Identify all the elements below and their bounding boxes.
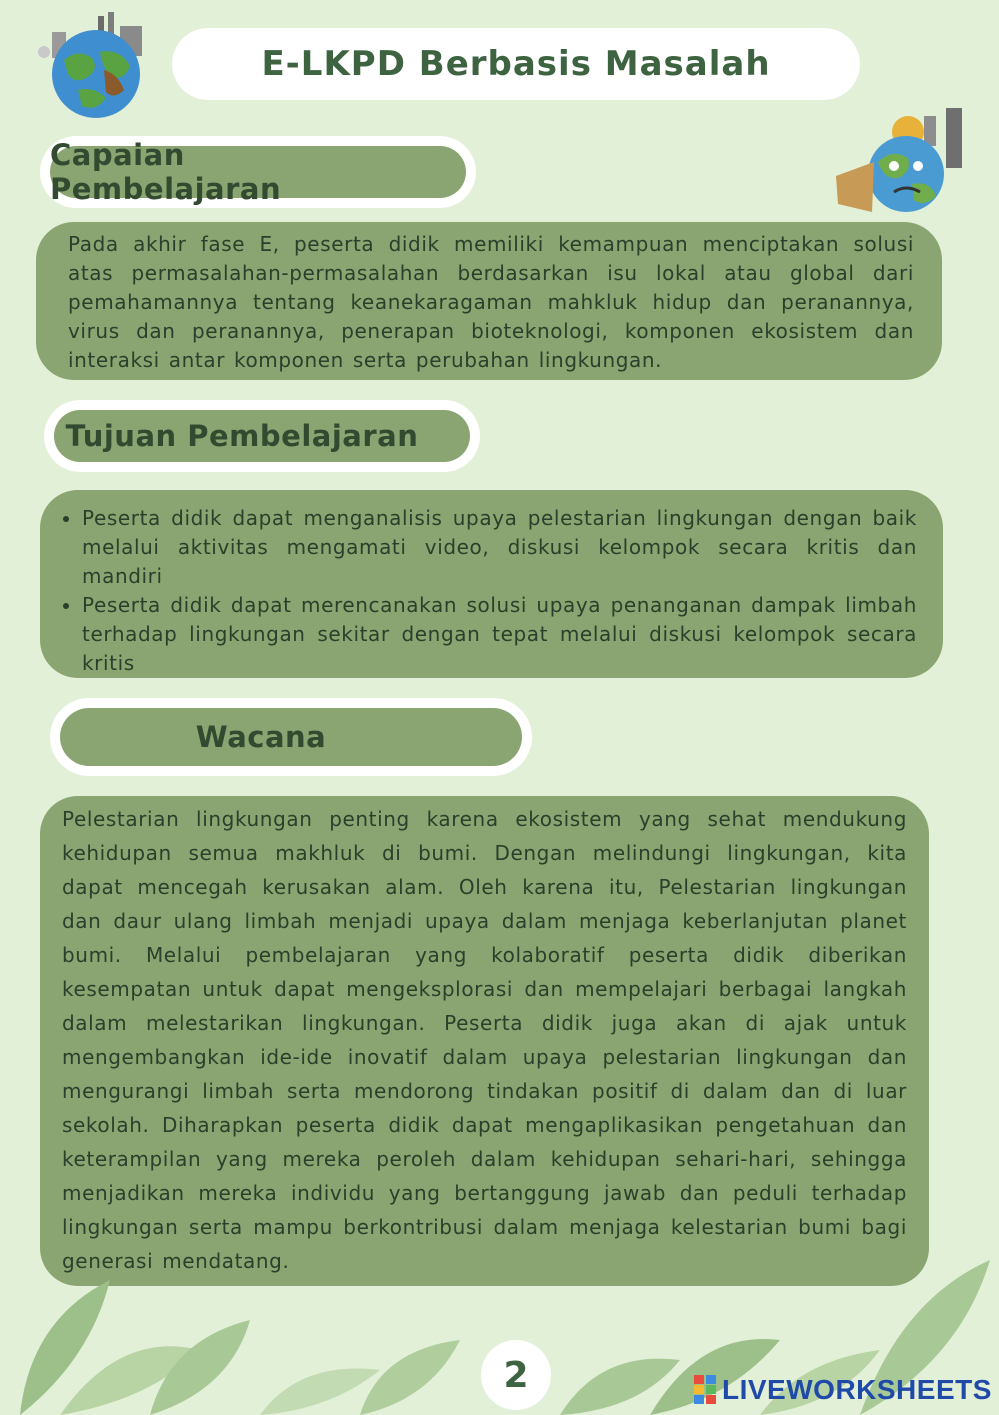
page-number: 2 — [481, 1340, 551, 1410]
capaian-text: Pada akhir fase E, peserta didik memiliki kemampuan menciptakan solusi atas permasalahan-permasalahan berdasarkan isu lokal atau global dari pemahamannya tentang keanekaragaman mahkluk hidup dan peranannya, virus dan peranannya, penerapan bioteknologi, komponen ekosistem dan interaksi antar komponen serta perubahan lingkungan. — [68, 232, 914, 372]
wacana-box — [40, 796, 929, 1286]
tujuan-list — [60, 504, 917, 678]
title-banner — [172, 28, 860, 100]
capaian-box — [36, 222, 942, 380]
tujuan-heading-pill — [44, 400, 480, 472]
polluted-earth-illustration — [828, 106, 974, 222]
tujuan-box — [40, 490, 943, 678]
list-item: • Peserta didik dapat merencanakan solusi upaya penanganan dampak limbah terhadap lingkungan sekitar dengan tepat melalui diskusi kelompok secara kritis — [82, 591, 917, 678]
wacana-heading: Wacana — [195, 720, 327, 754]
earth-factory-illustration — [34, 12, 154, 122]
wacana-text: Pelestarian lingkungan penting karena ekosistem yang sehat mendukung kehidupan semua makhluk di bumi. Dengan melindungi lingkungan, kita dapat mencegah kerusakan alam. Oleh karena itu, Pelestarian lingkungan dan daur ulang limbah menjadi upaya dalam menjaga keberlanjutan planet bumi. Melalui pembelajaran yang kolaboratif peserta didik diberikan kesempatan untuk dapat mengeksplorasi dan mempelajari berbagai langkah dalam melestarikan lingkungan. Peserta didik juga akan di ajak untuk mengembangkan ide-ide inovatif dalam upaya pelestarian lingkungan dan mengurangi limbah serta mendorong tindakan positif di dalam dan di luar sekolah. Diharapkan peserta didik dapat mengaplikasikan pengetahuan dan keterampilan yang mereka peroleh dalam kehidupan sehari-hari, sehingga menjadikan mereka individu yang bertanggung jawab dan peduli terhadap lingkungan serta mampu berkontribusi dalam menjaga kelestarian bumi bagi generasi mendatang. — [62, 807, 907, 1273]
page-title: E-LKPD Berbasis Masalah — [261, 44, 771, 84]
tujuan-heading: Tujuan Pembelajaran — [65, 419, 419, 453]
wacana-heading-pill — [50, 698, 532, 776]
watermark-text: LIVEWORKSHEETS — [722, 1374, 992, 1405]
capaian-heading: Capaian Pembelajaran — [50, 138, 282, 206]
list-item: • Peserta didik dapat menganalisis upaya pelestarian lingkungan dengan baik melalui aktivitas mengamati video, diskusi kelompok secara kritis dan mandiri — [82, 504, 917, 591]
capaian-heading-pill — [40, 136, 476, 208]
liveworksheets-logo-icon — [694, 1375, 716, 1405]
liveworksheets-watermark — [694, 1372, 992, 1408]
